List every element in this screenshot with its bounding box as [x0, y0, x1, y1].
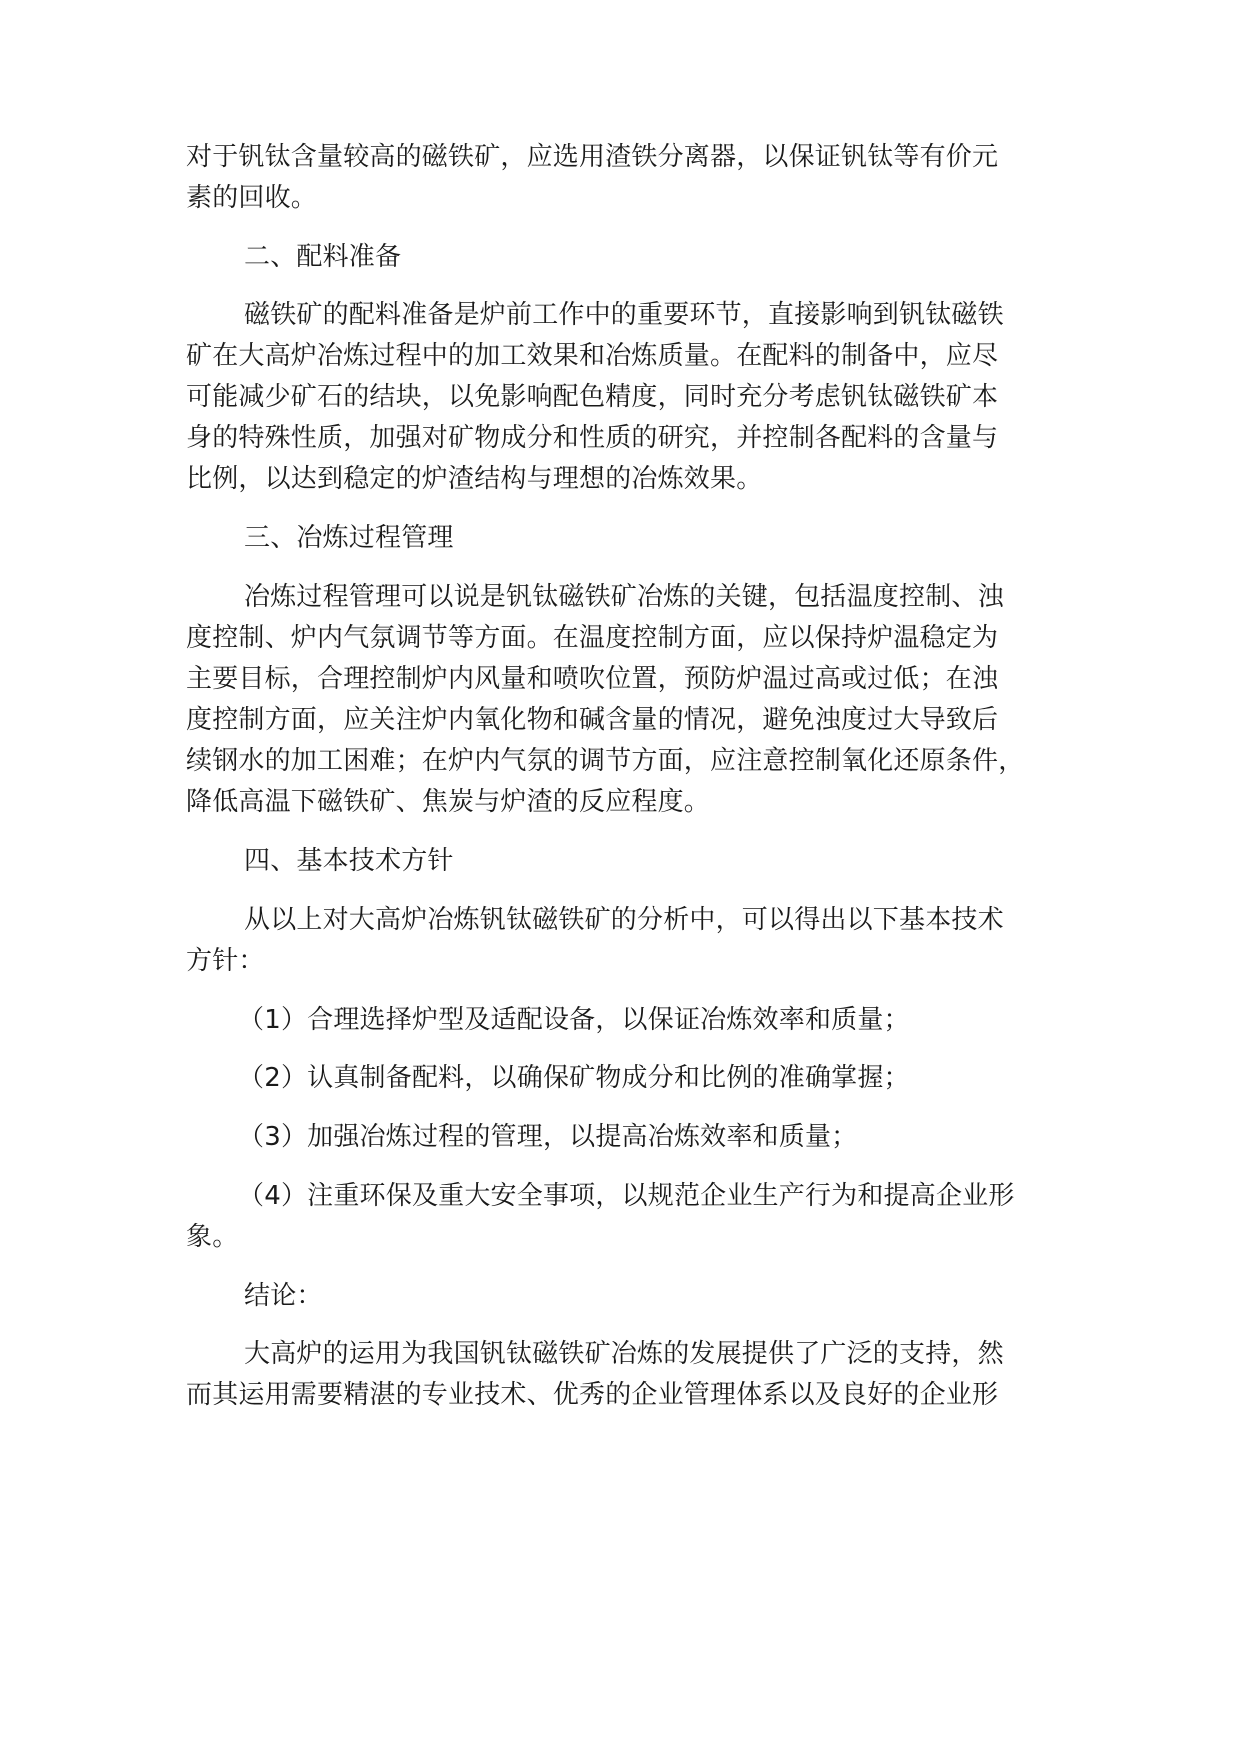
paragraph-line: 冶炼过程管理可以说是钒钛磁铁矿冶炼的关键，包括温度控制、浊 [244, 582, 1004, 612]
paragraph-line: 矿在大高炉冶炼过程中的加工效果和冶炼质量。在配料的制备中，应尽 [186, 341, 999, 371]
list-item-4-continued: 象。 [186, 1222, 239, 1252]
paragraph-line: 主要目标，合理控制炉内风量和喷吹位置，预防炉温过高或过低；在浊 [186, 664, 999, 694]
paragraph-line: 从以上对大高炉冶炼钒钛磁铁矿的分析中，可以得出以下基本技术 [244, 905, 1004, 935]
section-heading-smelting-management: 三、冶炼过程管理 [244, 523, 454, 553]
paragraph-line: 可能减少矿石的结块，以免影响配色精度，同时充分考虑钒钛磁铁矿本 [186, 382, 999, 412]
paragraph-line: 大高炉的运用为我国钒钛磁铁矿冶炼的发展提供了广泛的支持，然 [244, 1339, 1004, 1369]
section-heading-basic-policy: 四、基本技术方针 [244, 846, 454, 876]
paragraph-line: 度控制、炉内气氛调节等方面。在温度控制方面，应以保持炉温稳定为 [186, 623, 999, 653]
list-item-2: （2）认真制备配料，以确保矿物成分和比例的准确掌握； [238, 1063, 910, 1093]
paragraph-line: 对于钒钛含量较高的磁铁矿，应选用渣铁分离器，以保证钒钛等有价元 [186, 142, 999, 172]
paragraph-line: 比例，以达到稳定的炉渣结构与理想的冶炼效果。 [186, 464, 763, 494]
list-item-4: （4）注重环保及重大安全事项，以规范企业生产行为和提高企业形 [238, 1181, 1015, 1211]
paragraph-line: 而其运用需要精湛的专业技术、优秀的企业管理体系以及良好的企业形 [186, 1380, 999, 1410]
paragraph-line: 降低高温下磁铁矿、焦炭与炉渣的反应程度。 [186, 787, 711, 817]
paragraph-line: 磁铁矿的配料准备是炉前工作中的重要环节，直接影响到钒钛磁铁 [244, 300, 1004, 330]
paragraph-line: 度控制方面，应关注炉内氧化物和碱含量的情况，避免浊度过大导致后 [186, 705, 999, 735]
list-item-3: （3）加强冶炼过程的管理，以提高冶炼效率和质量； [238, 1122, 858, 1152]
conclusion-heading: 结论： [244, 1281, 323, 1311]
list-item-1: （1）合理选择炉型及适配设备，以保证冶炼效率和质量； [238, 1005, 910, 1035]
paragraph-line: 身的特殊性质，加强对矿物成分和性质的研究，并控制各配料的含量与 [186, 423, 999, 453]
paragraph-line: 素的回收。 [186, 183, 318, 213]
paragraph-line: 方针： [186, 946, 265, 976]
section-heading-ingredient-prep: 二、配料准备 [244, 242, 402, 272]
paragraph-line: 续钢水的加工困难；在炉内气氛的调节方面，应注意控制氧化还原条件， [186, 746, 1025, 776]
